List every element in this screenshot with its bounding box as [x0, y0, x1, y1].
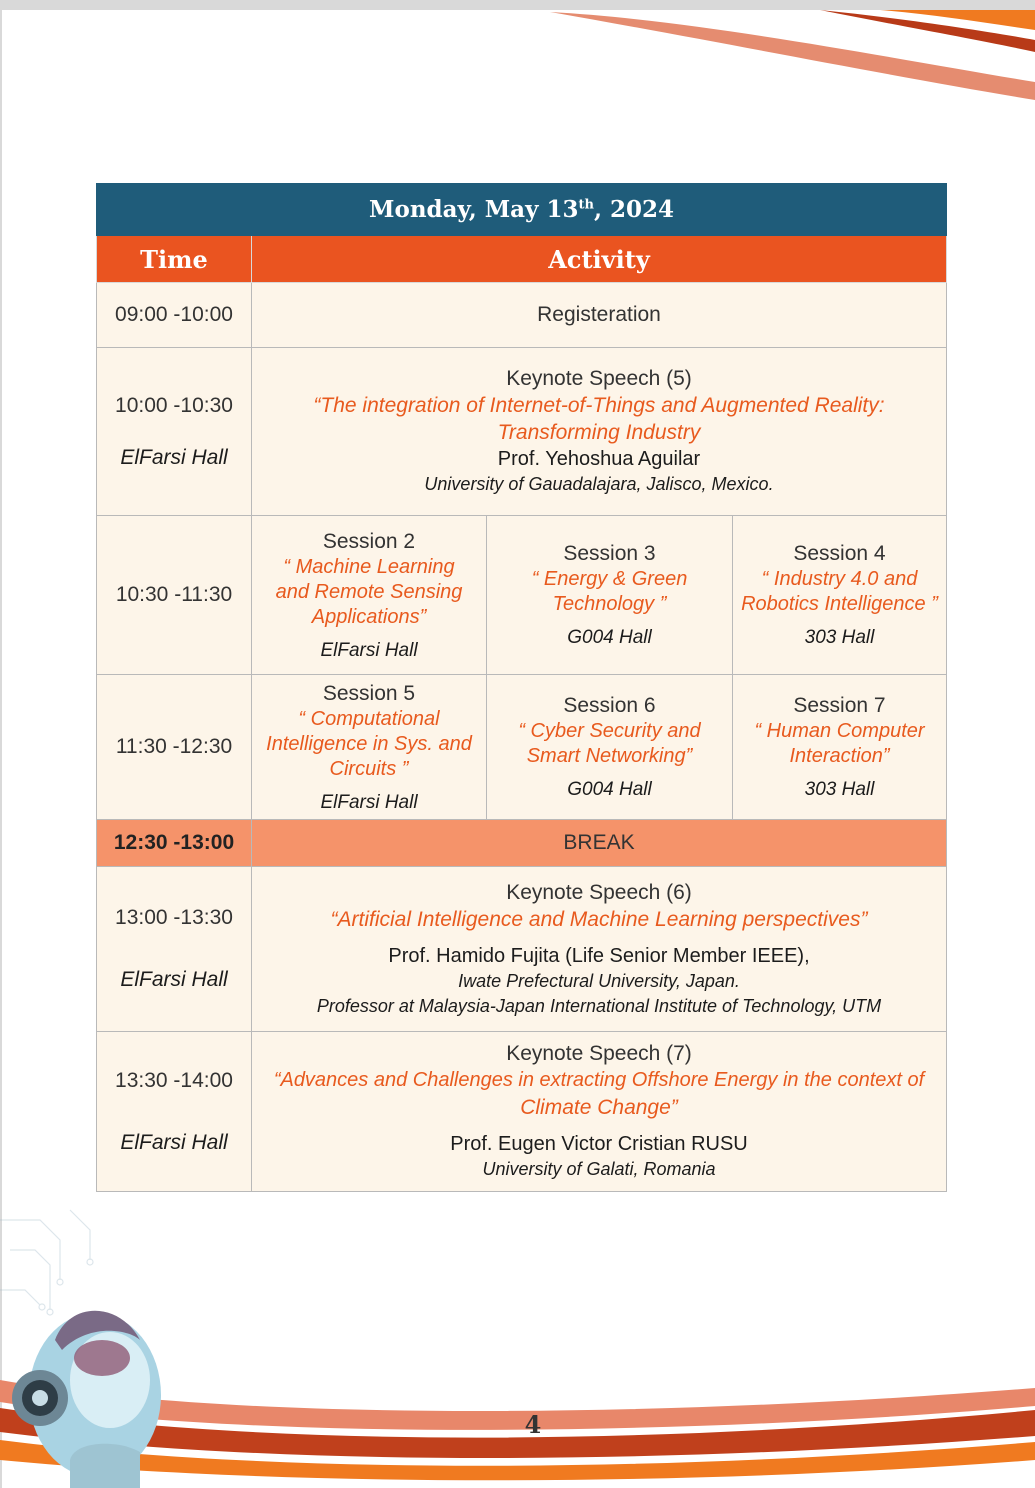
activity-text: Registeration: [537, 303, 661, 326]
break-row: [97, 820, 947, 867]
session-label: Session 7: [793, 694, 886, 717]
time-slot: 12:30 -13:00: [113, 831, 235, 854]
keynote-title: “Advances and Challenges in extracting Offshore Energy in the context of: [273, 1069, 925, 1091]
session-title: “ Energy & Green: [531, 568, 688, 590]
hall-name: ElFarsi Hall: [120, 1130, 228, 1154]
session-cell: [733, 516, 947, 675]
session-label: Session 6: [563, 694, 656, 717]
session-title: “ Human Computer: [754, 720, 925, 742]
session-title: “ Machine Learning: [283, 555, 455, 578]
schedule-table: [96, 183, 947, 1192]
column-header-activity: Activity: [252, 236, 947, 283]
time-slot: 13:00 -13:30: [115, 906, 233, 929]
session-label: Session 5: [322, 681, 416, 705]
session-label: Session 4: [793, 542, 886, 565]
session-cell: [252, 516, 487, 675]
time-slot: 10:00 -10:30: [115, 393, 233, 417]
session-cell: [487, 675, 733, 820]
table-row: [97, 348, 947, 516]
session-cell: [252, 675, 487, 820]
bottom-swoosh-decoration: [0, 1190, 1035, 1488]
keynote-label: Keynote Speech (7): [506, 1042, 692, 1065]
circuit-pattern: [0, 1210, 93, 1315]
top-swoosh-decoration: [0, 0, 1035, 110]
table-row: [97, 283, 947, 348]
hall-name: G004 Hall: [567, 627, 652, 648]
hall-name: G004 Hall: [567, 779, 652, 800]
session-title: Circuits ”: [329, 757, 409, 780]
speaker-affiliation: University of Gauadalajara, Jalisco, Mexico.: [424, 474, 774, 494]
speaker-name: Prof. Hamido Fujita (Life Senior Member IEEE),: [388, 944, 810, 967]
table-row: [97, 867, 947, 1032]
speaker-affiliation: University of Galati, Romania: [482, 1159, 716, 1179]
session-title: Technology ”: [552, 593, 667, 615]
session-title: “ Computational: [298, 707, 440, 730]
schedule-date-title: Monday, May 13th, 2024: [97, 184, 947, 236]
session-cell: [487, 516, 733, 675]
column-header-time: Time: [97, 236, 252, 283]
time-slot: 09:00 -10:00: [115, 303, 233, 326]
speaker-affiliation: Iwate Prefectural University, Japan.: [458, 970, 740, 991]
table-row: [97, 675, 947, 820]
time-slot: 10:30 -11:30: [115, 583, 233, 606]
session-title: and Remote Sensing: [275, 580, 463, 603]
table-row: [97, 1032, 947, 1192]
session-title: Robotics Intelligence ”: [741, 593, 938, 615]
time-slot: 11:30 -12:30: [115, 735, 233, 758]
session-label: Session 3: [563, 542, 656, 565]
break-label: BREAK: [563, 831, 635, 854]
time-slot: 13:30 -14:00: [115, 1068, 233, 1092]
session-title: Applications”: [311, 605, 427, 628]
hall-name: ElFarsi Hall: [120, 968, 228, 991]
session-title: Intelligence in Sys. and: [266, 732, 472, 755]
session-title: Smart Networking”: [526, 745, 693, 767]
hall-name: ElFarsi Hall: [320, 791, 418, 813]
session-title: “ Cyber Security and: [518, 720, 701, 742]
speaker-name: Prof. Eugen Victor Cristian RUSU: [450, 1133, 748, 1155]
session-title: Interaction”: [789, 745, 890, 767]
page-number: 4: [524, 1410, 542, 1439]
keynote-title: “The integration of Internet-of-Things and Augmented Reality:: [313, 394, 885, 417]
session-cell: [733, 675, 947, 820]
speaker-name: Prof. Yehoshua Aguilar: [497, 448, 701, 470]
hall-name: ElFarsi Hall: [120, 445, 228, 469]
hall-name: ElFarsi Hall: [320, 639, 418, 661]
keynote-title: Transforming Industry: [497, 421, 701, 444]
keynote-label: Keynote Speech (5): [506, 367, 692, 390]
speaker-affiliation: Professor at Malaysia-Japan International Institute of Technology, UTM: [316, 995, 882, 1016]
keynote-label: Keynote Speech (6): [506, 880, 692, 904]
table-row: [97, 516, 947, 675]
session-title: “ Industry 4.0 and: [761, 568, 918, 590]
hall-name: 303 Hall: [804, 779, 875, 800]
keynote-title: Climate Change”: [520, 1096, 678, 1119]
keynote-title: “Artificial Intelligence and Machine Learning perspectives”: [330, 907, 868, 931]
session-label: Session 2: [322, 529, 416, 553]
hall-name: 303 Hall: [804, 627, 875, 648]
